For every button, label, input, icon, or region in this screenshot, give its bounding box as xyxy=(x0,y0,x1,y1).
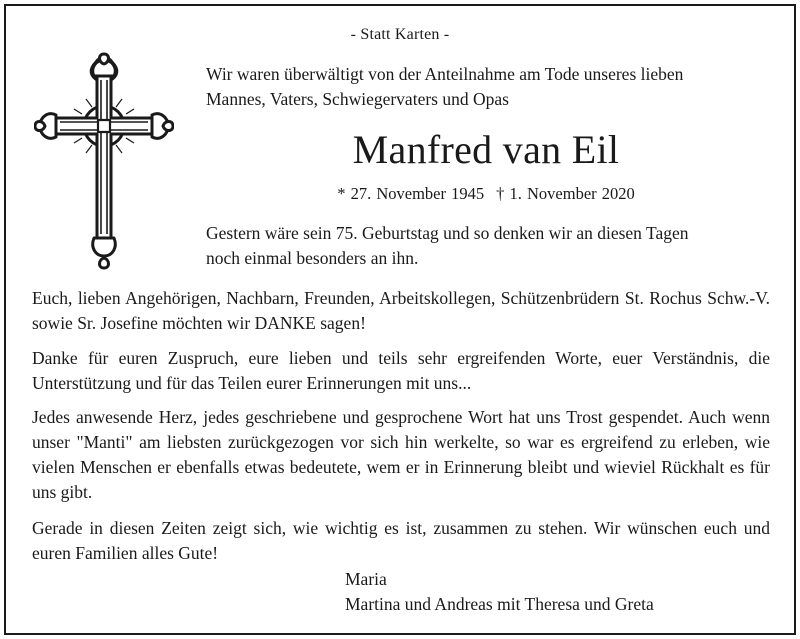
intro-line-1: Wir waren überwältigt von der Anteilnahme am Tode unseres lieben xyxy=(206,64,684,84)
intro-line-2: Mannes, Vaters, Schwiegervaters und Opas xyxy=(206,89,509,109)
deceased-name: Manfred van Eil xyxy=(352,127,620,172)
life-dates xyxy=(206,184,766,204)
signature-line-2: Martina und Andreas mit Theresa und Greta xyxy=(345,594,654,614)
comfort-paragraph: Jedes anwesende Herz, jedes geschriebene und gesprochene Wort hat uns Trost gespendet. Auch wenn unser "Manti" am liebsten zurückgezogen vor sich hin werkelte, so war es ergreifend zu erleben, wie vielen Menschen er ebenfalls etwas bedeutete, wem er in Erinnerung bleibt und wieviel Rückhalt es für uns gibt. xyxy=(32,407,770,502)
ornate-cross-icon xyxy=(34,52,174,270)
birthday-line-1: Gestern wäre sein 75. Geburtstag und so denken wir an diesen Tagen xyxy=(206,223,689,243)
death-date: † 1. November 2020 xyxy=(496,184,635,203)
wishes-paragraph: Gerade in diesen Zeiten zeigt sich, wie wichtig es ist, zusammen zu stehen. Wir wünschen euch und euren Familien alles Gute! xyxy=(32,518,770,563)
intro-text xyxy=(206,62,776,112)
signature-line-1: Maria xyxy=(345,569,387,589)
birthday-line-2: noch einmal besonders an ihn. xyxy=(206,248,419,268)
signature-block xyxy=(345,567,654,617)
header-line: - Statt Karten - xyxy=(350,26,450,43)
gratitude-paragraph: Danke für euren Zuspruch, eure lieben und teils sehr ergreifenden Worte, euer Verständnis, die Unterstützung und für das Teilen eurer Erinnerungen mit uns... xyxy=(32,348,770,393)
birth-date: * 27. November 1945 xyxy=(337,184,485,203)
thanks-paragraph: Euch, lieben Angehörigen, Nachbarn, Freunden, Arbeitskollegen, Schützenbrüdern St. Rochus Schw.-V. sowie Sr. Josefine möchten wir DANKE sagen! xyxy=(32,288,770,333)
birthday-text xyxy=(206,221,776,271)
